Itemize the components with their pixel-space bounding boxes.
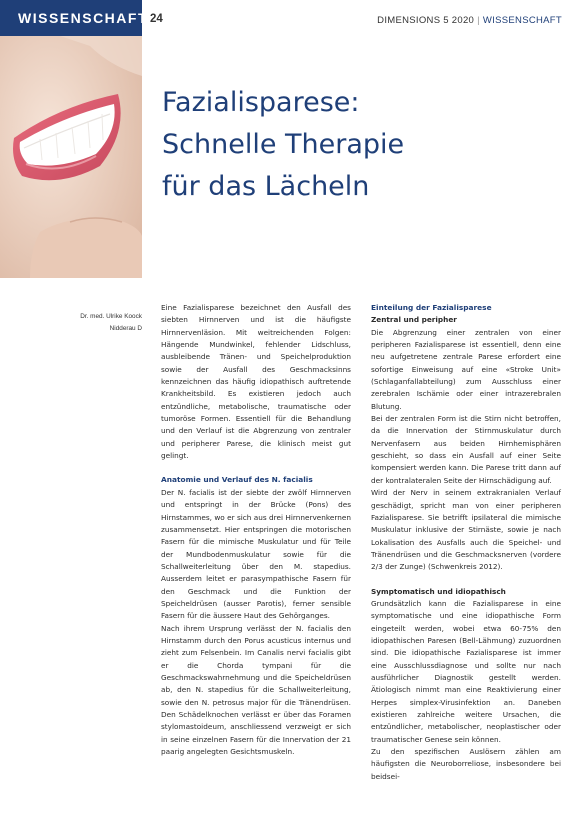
heading-classification: Einteilung der Fazialisparese [371,303,492,312]
article-column-left [161,302,351,758]
title-line-1: Fazialisparese: [162,87,360,118]
author-location: Nidderau D [109,324,142,332]
title-line-2: Schnelle Therapie [162,129,405,160]
central-paragraph-3: Wird der Nerv in seinem extrakranialen Verlauf geschädigt, spricht man von einer peripheren Fazialisparese. Sie betrifft ipsilateral die mimische Muskulatur inklusive der Stirnäste, sowie je nach Lokalisation des Ausfalls auch die Speichel- und Tränendrüsen und die Geschmacksnerven (vordere 2/3 der Zunge) (Schwenkreis 2012). [371,488,561,572]
heading-anatomy: Anatomie und Verlauf des N. facialis [161,475,313,485]
header-separator: | [477,15,480,26]
anatomy-paragraph-1: Der N. facialis ist der siebte der zwölf Hirnnerven und entspringt in der Brücke (Pons) des Hirnstammes, wo er sich aus drei Hirnnervenkernen zusammensetzt. Hier entspringen die motorischen Fasern für die mimische Muskulatur und für Teile der Mundbodenmuskulatur sowie für die Schallweiterleitung über den M. stapedius. Ausserdem leitet er parasympathische Fasern für den Geschmack und die Funktion der Speicheldrüsen (ausser Parotis), ferner sensible Fasern für die äussere Haut des Gehörganges. [161,487,351,621]
symptomatic-paragraph-2: Zu den spezifischen Auslösern zählen am häufigsten die Neuroborreliose, insbesondere bei beidsei- [371,747,561,781]
central-paragraph-1: Die Abgrenzung einer zentralen von einer peripheren Fazialisparese ist essentiell, denn eine neu aufgetretene zentrale Parese erfordert eine sofortige Einweisung auf eine «Stroke Unit» (Schlaganfallabteilung) zum Ausschluss einer zerebralen Ischämie oder einer intrazerebralen Blutung. [371,327,561,411]
page-number: 24 [150,13,163,25]
subheading-central: Zentral und peripher [371,315,457,325]
running-header [377,15,562,26]
publication-label: DIMENSIONS 5 2020 [377,15,475,26]
article-title [162,82,562,208]
intro-paragraph: Eine Fazialisparese bezeichnet den Ausfall des siebten Hirnnerven und ist die häufigste Hirnnervenläsion. Mit weitreichenden Folgen: Hängende Mundwinkel, fehlender Lidschluss, ausbleibende Tränen- und Speichelproduktion sowie der Ausfall des Geschmacksinns kennzeichnen das häufig idiopathisch auftretende Krankheitsbild. Es existieren jedoch auch entzündliche, metabolische, traumatische oder tumoröse Formen. Essentiell für die Behandlung und den Verlauf ist die Abgrenzung von zentraler und peripherer Parese, die klinisch meist gut gelingt. [161,303,351,461]
article-column-right [371,302,561,783]
subheading-symptomatic: Symptomatisch und idiopathisch [371,586,506,596]
central-paragraph-2: Bei der zentralen Form ist die Stirn nicht betroffen, da die Innervation der Stirnmuskulatur durch Nervenfasern aus beiden Hirnhemisphären geschieht, so dass ein Ausfall auf einer Seite kompensiert werden kann. Die Parese tritt dann auf der kontralateralen Seite der Hirnschädigung auf. [371,414,561,485]
title-line-3: für das Lächeln [162,171,370,202]
author-name: Dr. med. Ulrike Koock [80,313,142,320]
smiling-mouth-photo [0,36,142,278]
anatomy-paragraph-2: Nach ihrem Ursprung verlässt der N. facialis den Hirnstamm durch den Porus acusticus internus und zieht zum Felsenbein. Im Canalis nervi facialis gibt er die Chorda tympani für die Geschmackswahrnehmung und die Speicheldrüsen ab, den N. stapedius für die Schallweiterleitung, sowie den N. petrosus major für die Tränendrüsen. Den Schädelknochen verlässt er über das Foramen stylomastoideum, anschliessend verzweigt er sich in seine einzelnen Fasern für die Innervation der 21 paarig angelegten Gesichtsmuskeln. [161,623,351,757]
author-byline [14,311,142,334]
running-section-label: WISSENSCHAFT [482,15,562,26]
symptomatic-paragraph-1: Grundsätzlich kann die Fazialisparese in eine symptomatische und eine idiopathische Form eingeteilt werden, wobei etwa 60-75% den idiopathischen Paresen (Bell-Lähmung) zuzuordnen sind. Die idiopathische Fazialisparese ist immer eine Ausschlussdiagnose und sollte nur nach ausführlicher Diagnostik gestellt werden. Ätiologisch nimmt man eine Reaktivierung einer Herpes simplex-Virusinfektion an. Daneben existieren zahlreiche weitere Ursachen, die entzündlicher, metabolischer, neoplastischer oder traumatischer Genese sein können. [371,598,561,744]
section-tab: WISSENSCHAFT [0,0,142,36]
smile-illustration [0,36,142,278]
